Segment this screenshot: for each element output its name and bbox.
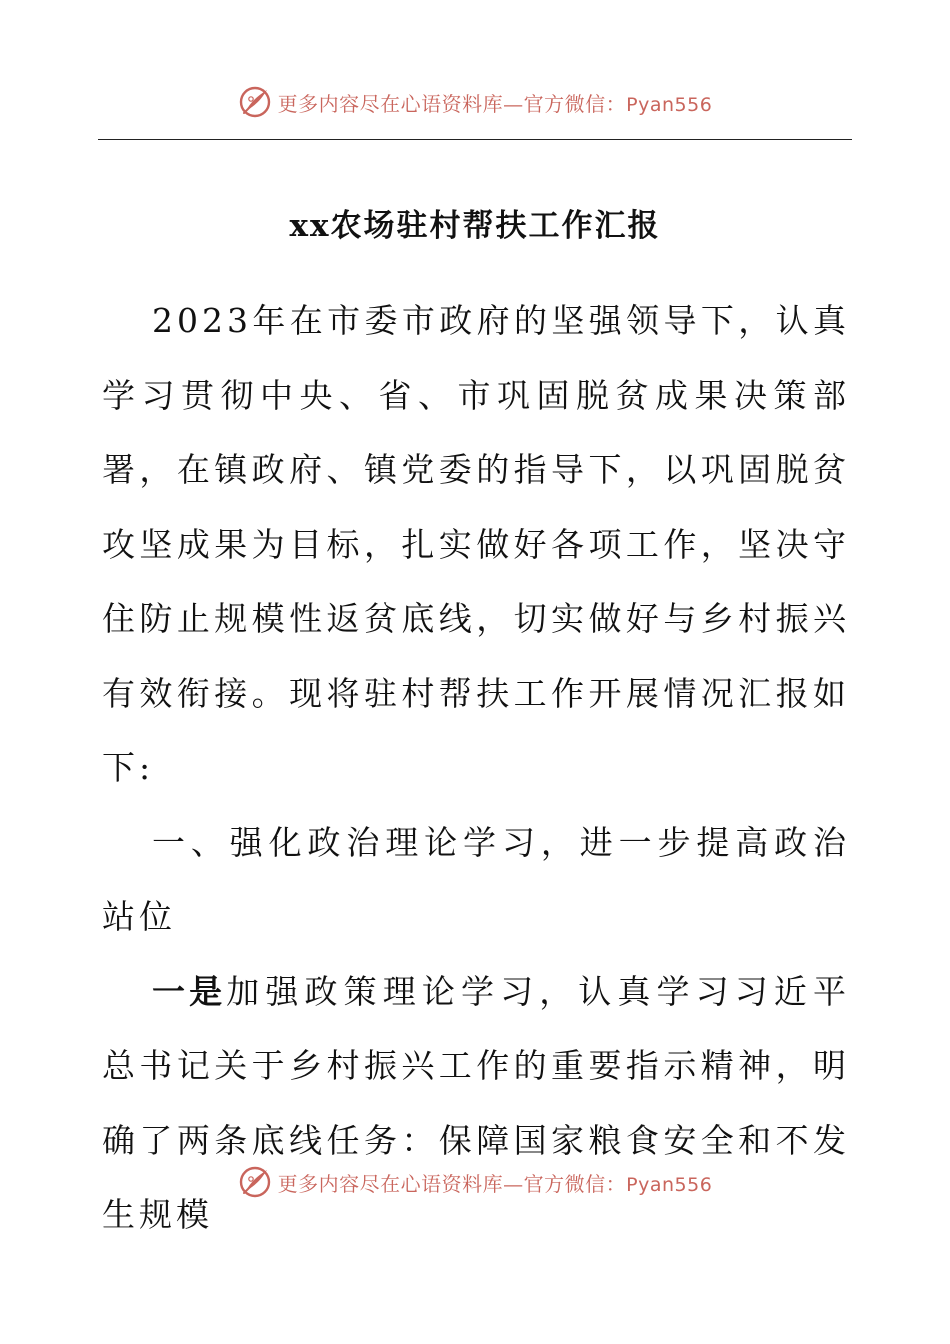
footer-banner-content (238, 1165, 713, 1199)
banner-wechat-id: Pyan556 (626, 1173, 713, 1196)
header-banner-content (238, 85, 713, 119)
intro-paragraph: 2023年在市委市政府的坚强领导下，认真学习贯彻中央、省、市巩固脱贫成果决策部署，在镇政府、镇党委的指导下，以巩固脱贫攻坚成果为目标，扎实做好各项工作，坚决守住防止规模性返贫底线，切实做好与乡村振兴有效衔接。现将驻村帮扶工作开展情况汇报如下: (102, 301, 850, 787)
item-text: 加强政策理论学习，认真学习习近平总书记关于乡村振兴工作的重要指示精神，明确了两条底线任务：保障国家粮食安全和不发生规模 (102, 971, 851, 1234)
banner-site-text: 更多内容尽在心语资料库—官方微信： (277, 1171, 627, 1196)
section-heading: 一、强化政治理论学习，进一步提高政治站位 (102, 822, 850, 936)
banner-wechat-id: Pyan556 (626, 93, 713, 116)
header-banner-text (278, 88, 713, 117)
document-body (102, 284, 850, 1253)
quill-pen-logo-icon (238, 85, 272, 119)
item-paragraph (102, 955, 850, 1253)
header-watermark-banner (0, 80, 950, 124)
header-divider (98, 139, 852, 140)
quill-pen-logo-icon (238, 1165, 272, 1199)
item-lead: 一是 (152, 971, 227, 1011)
banner-site-text: 更多内容尽在心语资料库—官方微信： (277, 91, 627, 116)
document-title: xx农场驻村帮扶工作汇报 (289, 208, 661, 244)
footer-watermark-banner (0, 1160, 950, 1204)
footer-banner-text (278, 1168, 713, 1197)
